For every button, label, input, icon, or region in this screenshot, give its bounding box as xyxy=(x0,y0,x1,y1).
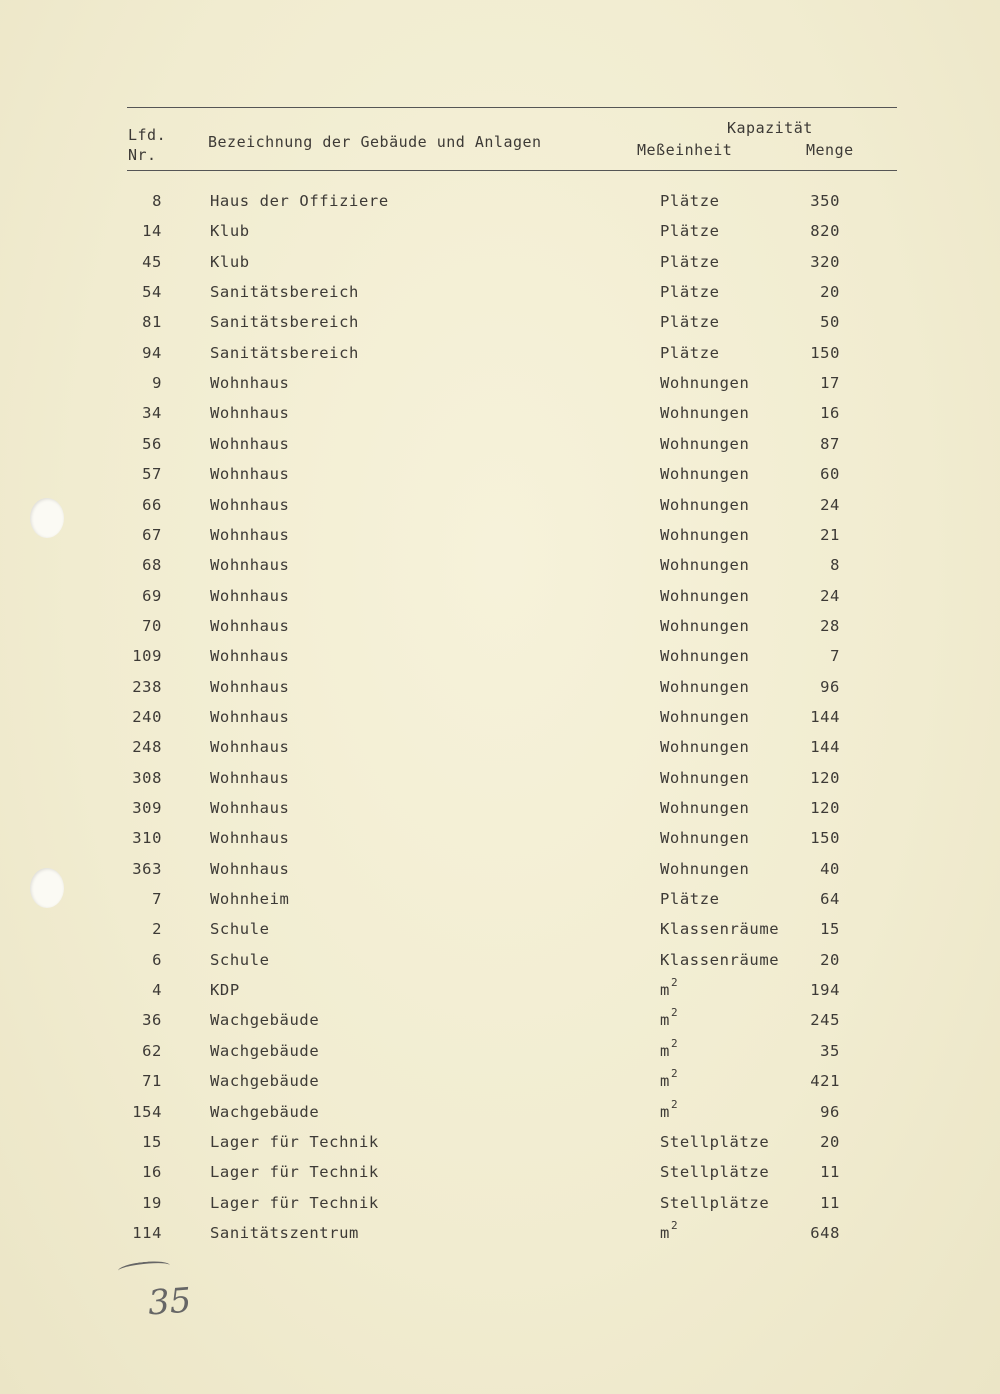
quantity: 35 xyxy=(820,1041,840,1060)
quantity: 96 xyxy=(820,677,840,696)
table-row xyxy=(0,1133,1000,1163)
header-bottom-rule xyxy=(127,170,897,171)
measure-unit xyxy=(660,920,779,938)
measure-unit-text: Wohnungen xyxy=(660,434,750,453)
measure-unit xyxy=(660,1036,679,1060)
measure-unit xyxy=(660,829,749,847)
building-name: Lager für Technik xyxy=(210,1132,379,1151)
table-row xyxy=(0,799,1000,829)
row-number: 363 xyxy=(132,859,162,878)
quantity: 11 xyxy=(820,1163,840,1182)
building-name: Wachgebäude xyxy=(210,1072,320,1091)
measure-unit xyxy=(660,738,749,756)
quantity: 194 xyxy=(810,981,840,1000)
measure-unit-text: Wohnungen xyxy=(660,556,750,575)
measure-unit-exponent: 2 xyxy=(670,1006,679,1020)
measure-unit-text: Plätze xyxy=(660,252,720,271)
measure-unit xyxy=(660,253,720,271)
quantity: 7 xyxy=(830,647,840,666)
quantity: 96 xyxy=(820,1102,840,1121)
row-number: 45 xyxy=(142,252,162,271)
table-row xyxy=(0,920,1000,950)
handwritten-page-number: 35 xyxy=(146,1280,193,1324)
row-number: 238 xyxy=(132,677,162,696)
table-row xyxy=(0,192,1000,222)
row-number: 310 xyxy=(132,829,162,848)
row-number: 56 xyxy=(142,434,162,453)
quantity: 11 xyxy=(820,1193,840,1212)
measure-unit-text: Klassenräume xyxy=(660,950,780,969)
measure-unit xyxy=(660,465,749,483)
table-row xyxy=(0,465,1000,495)
table-row xyxy=(0,1006,1000,1041)
row-number: 248 xyxy=(132,738,162,757)
quantity: 21 xyxy=(820,525,840,544)
measure-unit-text: Plätze xyxy=(660,890,720,909)
measure-unit xyxy=(660,769,749,787)
building-name: Schule xyxy=(210,950,270,969)
row-number: 94 xyxy=(142,343,162,362)
measure-unit xyxy=(660,556,749,574)
table-row xyxy=(0,344,1000,374)
measure-unit xyxy=(660,1194,769,1212)
building-name: Wohnhaus xyxy=(210,586,290,605)
quantity: 60 xyxy=(820,465,840,484)
measure-unit xyxy=(660,496,749,514)
building-name: Wachgebäude xyxy=(210,1041,320,1060)
quantity: 144 xyxy=(810,738,840,757)
table-row xyxy=(0,404,1000,434)
quantity: 28 xyxy=(820,616,840,635)
measure-unit-text: Plätze xyxy=(660,343,720,362)
quantity: 120 xyxy=(810,799,840,817)
table-row xyxy=(0,496,1000,526)
measure-unit xyxy=(660,890,720,908)
measure-unit-exponent: 2 xyxy=(670,1097,679,1111)
building-name: Wohnhaus xyxy=(210,707,290,726)
table-row xyxy=(0,1218,1000,1254)
quantity: 87 xyxy=(820,434,840,453)
measure-unit-text: Stellplätze xyxy=(660,1163,770,1182)
quantity: 24 xyxy=(820,586,840,605)
measure-unit xyxy=(660,526,749,544)
building-name: KDP xyxy=(210,981,240,1000)
row-number: 9 xyxy=(152,374,162,393)
measure-unit-text: m xyxy=(660,1072,670,1091)
measure-unit-text: Wohnungen xyxy=(660,525,750,544)
row-number: 62 xyxy=(142,1041,162,1060)
table-row xyxy=(0,951,1000,981)
measure-unit xyxy=(660,222,720,240)
row-number: 154 xyxy=(132,1102,162,1121)
row-number: 308 xyxy=(132,768,162,787)
measure-unit-text: Wohnungen xyxy=(660,768,750,787)
table-row xyxy=(0,283,1000,313)
quantity: 20 xyxy=(820,283,840,302)
table-row xyxy=(0,313,1000,343)
measure-unit xyxy=(660,799,749,817)
building-name: Sanitätsbereich xyxy=(210,313,359,332)
quantity: 20 xyxy=(820,1132,840,1151)
header-nr: Nr. xyxy=(128,146,157,164)
quantity: 144 xyxy=(810,707,840,726)
quantity: 648 xyxy=(810,1223,840,1242)
row-number: 6 xyxy=(152,950,162,969)
quantity: 320 xyxy=(810,252,840,271)
building-name: Wohnhaus xyxy=(210,616,290,635)
table-row xyxy=(0,976,1000,1011)
measure-unit xyxy=(660,647,749,665)
measure-unit xyxy=(660,1163,769,1181)
measure-unit-text: Wohnungen xyxy=(660,738,750,757)
table-row xyxy=(0,1163,1000,1193)
measure-unit-text: m xyxy=(660,1011,670,1030)
building-name: Haus der Offiziere xyxy=(210,192,389,210)
measure-unit-text: Wohnungen xyxy=(660,616,750,635)
table-row xyxy=(0,617,1000,647)
measure-unit-text: Wohnungen xyxy=(660,647,750,666)
row-number: 8 xyxy=(152,192,162,210)
measure-unit-text: Wohnungen xyxy=(660,495,750,514)
row-number: 34 xyxy=(142,404,162,423)
measure-unit xyxy=(660,283,720,301)
table-row xyxy=(0,435,1000,465)
table-row xyxy=(0,222,1000,252)
table-row xyxy=(0,647,1000,677)
row-number: 19 xyxy=(142,1193,162,1212)
measure-unit-text: Klassenräume xyxy=(660,920,780,939)
quantity: 17 xyxy=(820,374,840,393)
building-name: Wohnhaus xyxy=(210,434,290,453)
quantity: 50 xyxy=(820,313,840,332)
row-number: 81 xyxy=(142,313,162,332)
header-kapazitaet: Kapazität xyxy=(727,119,813,137)
quantity: 40 xyxy=(820,859,840,878)
handwritten-stroke xyxy=(118,1259,171,1276)
building-name: Wohnhaus xyxy=(210,374,290,393)
building-name: Wohnhaus xyxy=(210,495,290,514)
row-number: 71 xyxy=(142,1072,162,1091)
measure-unit xyxy=(660,1006,679,1030)
measure-unit-text: Stellplätze xyxy=(660,1193,770,1212)
measure-unit-exponent: 2 xyxy=(670,1218,679,1232)
building-name: Wachgebäude xyxy=(210,1102,320,1121)
quantity: 150 xyxy=(810,829,840,848)
building-name: Wohnhaus xyxy=(210,404,290,423)
header-bezeichnung: Bezeichnung der Gebäude und Anlagen xyxy=(208,133,542,151)
row-number: 66 xyxy=(142,495,162,514)
row-number: 7 xyxy=(152,890,162,909)
table-row xyxy=(0,890,1000,920)
building-name: Sanitätszentrum xyxy=(210,1223,359,1242)
row-number: 54 xyxy=(142,283,162,302)
table-row xyxy=(0,708,1000,738)
row-number: 68 xyxy=(142,556,162,575)
building-name: Wohnhaus xyxy=(210,556,290,575)
building-name: Lager für Technik xyxy=(210,1163,379,1182)
measure-unit-text: Plätze xyxy=(660,222,720,241)
building-name: Wohnhaus xyxy=(210,647,290,666)
measure-unit xyxy=(660,678,749,696)
building-name: Sanitätsbereich xyxy=(210,343,359,362)
header-lfd: Lfd. xyxy=(128,126,167,144)
building-name: Wohnhaus xyxy=(210,677,290,696)
row-number: 36 xyxy=(142,1011,162,1030)
measure-unit xyxy=(660,1133,769,1151)
table-row xyxy=(0,860,1000,890)
measure-unit xyxy=(660,587,749,605)
building-name: Wohnheim xyxy=(210,890,290,909)
table-row xyxy=(0,1097,1000,1133)
building-name: Wohnhaus xyxy=(210,799,290,817)
measure-unit xyxy=(660,1218,679,1242)
building-name: Sanitätsbereich xyxy=(210,283,359,302)
row-number: 16 xyxy=(142,1163,162,1182)
measure-unit-text: Plätze xyxy=(660,192,720,210)
table-row xyxy=(0,769,1000,799)
measure-unit xyxy=(660,1067,679,1091)
measure-unit-text: Plätze xyxy=(660,283,720,302)
row-number: 114 xyxy=(132,1223,162,1242)
quantity: 150 xyxy=(810,343,840,362)
measure-unit-exponent: 2 xyxy=(670,1036,679,1050)
row-number: 57 xyxy=(142,465,162,484)
building-name: Klub xyxy=(210,252,250,271)
quantity: 350 xyxy=(810,192,840,210)
measure-unit-text: Wohnungen xyxy=(660,859,750,878)
building-name: Klub xyxy=(210,222,250,241)
quantity: 20 xyxy=(820,950,840,969)
header-messeinheit: Meßeinheit xyxy=(637,141,733,159)
building-name: Wohnhaus xyxy=(210,768,290,787)
quantity: 64 xyxy=(820,890,840,909)
building-name: Wohnhaus xyxy=(210,525,290,544)
quantity: 245 xyxy=(810,1011,840,1030)
table-row xyxy=(0,587,1000,617)
building-name: Schule xyxy=(210,920,270,939)
measure-unit-text: m xyxy=(660,1102,670,1121)
row-number: 70 xyxy=(142,616,162,635)
measure-unit-text: Plätze xyxy=(660,313,720,332)
table-row xyxy=(0,1036,1000,1072)
header-top-rule xyxy=(127,107,897,108)
building-name: Wohnhaus xyxy=(210,829,290,848)
measure-unit-exponent: 2 xyxy=(670,1067,679,1081)
table-row xyxy=(0,1194,1000,1224)
measure-unit xyxy=(660,344,720,362)
table-row xyxy=(0,1067,1000,1102)
building-name: Wohnhaus xyxy=(210,738,290,757)
measure-unit xyxy=(660,951,779,969)
measure-unit xyxy=(660,404,749,422)
table-row xyxy=(0,253,1000,283)
quantity: 820 xyxy=(810,222,840,241)
quantity: 421 xyxy=(810,1072,840,1091)
measure-unit xyxy=(660,617,749,635)
measure-unit xyxy=(660,313,720,331)
measure-unit-text: Stellplätze xyxy=(660,1132,770,1151)
measure-unit-text: Wohnungen xyxy=(660,374,750,393)
quantity: 16 xyxy=(820,404,840,423)
row-number: 240 xyxy=(132,707,162,726)
measure-unit-text: Wohnungen xyxy=(660,677,750,696)
measure-unit-exponent: 2 xyxy=(670,976,679,990)
measure-unit-text: Wohnungen xyxy=(660,799,750,817)
measure-unit xyxy=(660,1097,679,1121)
table-row xyxy=(0,738,1000,768)
row-number: 67 xyxy=(142,525,162,544)
building-name: Wohnhaus xyxy=(210,465,290,484)
quantity: 15 xyxy=(820,920,840,939)
measure-unit-text: m xyxy=(660,1223,670,1242)
measure-unit xyxy=(660,435,749,453)
building-name: Lager für Technik xyxy=(210,1193,379,1212)
table-row xyxy=(0,678,1000,708)
building-name: Wohnhaus xyxy=(210,859,290,878)
row-number: 109 xyxy=(132,647,162,666)
measure-unit-text: m xyxy=(660,1041,670,1060)
quantity: 8 xyxy=(830,556,840,575)
quantity: 120 xyxy=(810,768,840,787)
measure-unit xyxy=(660,860,749,878)
header-menge: Menge xyxy=(806,141,854,159)
table-row xyxy=(0,374,1000,404)
row-number: 69 xyxy=(142,586,162,605)
measure-unit-text: Wohnungen xyxy=(660,829,750,848)
quantity: 24 xyxy=(820,495,840,514)
measure-unit xyxy=(660,192,720,210)
row-number: 309 xyxy=(132,799,162,817)
table-row xyxy=(0,829,1000,859)
measure-unit-text: Wohnungen xyxy=(660,707,750,726)
row-number: 2 xyxy=(152,920,162,939)
measure-unit xyxy=(660,708,749,726)
building-name: Wachgebäude xyxy=(210,1011,320,1030)
table-row xyxy=(0,526,1000,556)
measure-unit-text: Wohnungen xyxy=(660,586,750,605)
measure-unit xyxy=(660,374,749,392)
row-number: 15 xyxy=(142,1132,162,1151)
measure-unit-text: m xyxy=(660,981,670,1000)
table-row xyxy=(0,556,1000,586)
measure-unit-text: Wohnungen xyxy=(660,465,750,484)
measure-unit xyxy=(660,976,679,1000)
row-number: 14 xyxy=(142,222,162,241)
row-number: 4 xyxy=(152,981,162,1000)
measure-unit-text: Wohnungen xyxy=(660,404,750,423)
